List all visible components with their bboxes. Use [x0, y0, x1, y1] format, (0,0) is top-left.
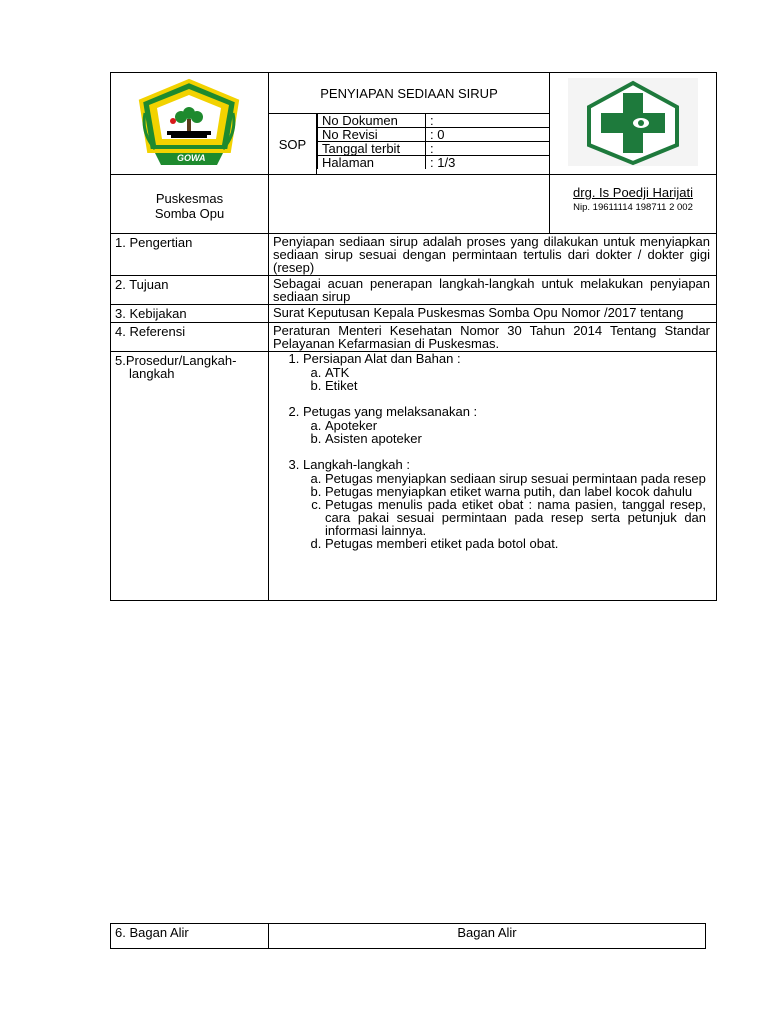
signatory-name: drg. Is Poedji Harijati [573, 185, 693, 200]
step-item: d. Petugas memberi etiket pada botol obat. [325, 537, 706, 550]
prosedur-label-line2: langkah [129, 366, 175, 381]
meta-row [318, 142, 550, 156]
signatory-nip: Nip. 19611114 198711 2 002 [573, 202, 693, 213]
meta-row [318, 156, 550, 170]
step-item: c. Petugas menulis pada etiket obat : nama pasien, tanggal resep, cara pakai sesuai permintaan pada resep serta petunjuk dan informasi lainnya. [325, 498, 706, 537]
puskesmas-line1: Puskesmas [155, 191, 224, 206]
step-item: a. Apoteker [325, 419, 706, 432]
referensi-text: Peraturan Menteri Kesehatan Nomor 30 Tahun 2014 Tentang Standar Pelayanan Kefarmasian di Puskesmas. [269, 323, 717, 352]
pengertian-label: 1. Pengertian [111, 234, 269, 276]
step-item: a. Petugas menyiapkan sediaan sirup sesuai permintaan pada resep [325, 472, 706, 485]
step-item: b. Petugas menyiapkan etiket warna putih, dan label kocok dahulu [325, 485, 706, 498]
signature-cell [550, 175, 717, 234]
step-title: Langkah-langkah : [303, 457, 410, 472]
referensi-label: 4. Referensi [111, 323, 269, 352]
step-items [303, 366, 706, 392]
prosedur-label-line1: 5.Prosedur/Langkah- [115, 353, 237, 368]
kebijakan-label: 3. Kebijakan [111, 305, 269, 323]
bagan-alir-value: Bagan Alir [269, 924, 706, 949]
meta-value: : [426, 114, 550, 128]
bagan-alir-label: 6. Bagan Alir [111, 924, 269, 949]
tujuan-text: Sebagai acuan penerapan langkah-langkah untuk melakukan penyiapan sediaan sirup [269, 276, 717, 305]
meta-key: Halaman [318, 156, 426, 170]
sop-table [110, 72, 717, 601]
step-item: a. ATK [325, 366, 706, 379]
sop-label: SOP [269, 114, 317, 175]
gowa-logo-cell [111, 73, 269, 175]
puskesmas-cross-icon [567, 77, 699, 167]
meta-value: : [426, 142, 550, 156]
prosedur-step [303, 405, 706, 445]
meta-row [318, 128, 550, 142]
meta-row [318, 114, 550, 128]
prosedur-steps [283, 352, 706, 550]
prosedur-content [269, 352, 717, 601]
meta-key: Tanggal terbit [318, 142, 426, 156]
step-item: b. Etiket [325, 379, 706, 392]
prosedur-label [111, 352, 269, 601]
prosedur-step [303, 458, 706, 550]
kebijakan-text: Surat Keputusan Kepala Puskesmas Somba Opu Nomor /2017 tentang [269, 305, 717, 323]
puskesmas-line2: Somba Opu [154, 206, 225, 221]
empty-cell [269, 175, 550, 234]
meta-value: : 0 [426, 128, 550, 142]
meta-cell [317, 114, 550, 175]
gowa-logo-text: GOWA [177, 153, 206, 163]
document-title: PENYIAPAN SEDIAAN SIRUP [269, 73, 550, 114]
tujuan-label: 2. Tujuan [111, 276, 269, 305]
meta-table [317, 114, 549, 169]
meta-key: No Revisi [318, 128, 426, 142]
puskesmas-name [111, 175, 269, 234]
bagan-alir-table [110, 923, 706, 949]
step-title: Petugas yang melaksanakan : [303, 404, 478, 419]
puskesmas-logo-cell [550, 73, 717, 175]
meta-key: No Dokumen [318, 114, 426, 128]
step-title: Persiapan Alat dan Bahan : [303, 351, 461, 366]
step-items [303, 472, 706, 550]
step-items [303, 419, 706, 445]
prosedur-step [303, 352, 706, 392]
step-item: b. Asisten apoteker [325, 432, 706, 445]
pengertian-text: Penyiapan sediaan sirup adalah proses yang dilakukan untuk menyiapkan sediaan sirup sesuai dengan permintaan tertulis dari dokter / dokter gigi (resep) [269, 234, 717, 276]
meta-value: : 1/3 [426, 156, 550, 170]
